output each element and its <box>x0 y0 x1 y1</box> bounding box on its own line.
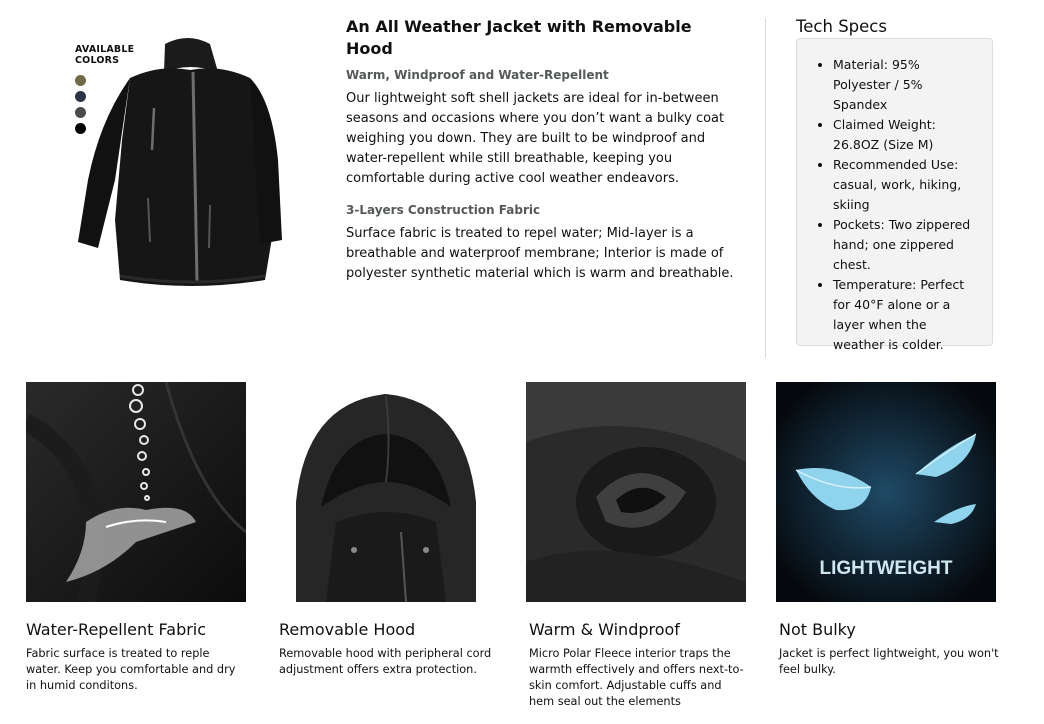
spec-item: • Claimed Weight: 26.8OZ (Size M) <box>833 115 980 155</box>
section-body: Surface fabric is treated to repel water; Mid-layer is a breathable and waterproof membrane; Interior is made of polyester synthetic material which is warm and breathable. <box>346 226 734 281</box>
spec-item: • Pockets: Two zippered hand; one zippered chest. <box>833 215 980 275</box>
tech-specs-title: Tech Specs <box>796 17 887 36</box>
product-description <box>346 16 741 297</box>
feathers-image <box>776 382 996 602</box>
lightweight-caption: LIGHTWEIGHT <box>819 558 953 579</box>
feature-title: Removable Hood <box>279 620 416 639</box>
color-swatch-olive[interactable] <box>75 75 86 86</box>
color-swatch-navy[interactable] <box>75 91 86 102</box>
feature-text: Fabric surface is treated to reple water. Keep you comfortable and dry in humid conditons. <box>26 647 236 692</box>
section-heading: 3-Layers Construction Fabric <box>346 203 541 217</box>
water-drops-fabric-image <box>26 382 246 602</box>
feature-text: Removable hood with peripheral cord adjustment offers extra protection. <box>279 647 492 676</box>
feature-text: Micro Polar Fleece interior traps the warmth effectively and offers next-to-skin comfort. Adjustable cuffs and hem seal out the elements <box>529 647 744 708</box>
feature-text: Jacket is perfect lightweight, you won't feel bulky. <box>779 647 999 676</box>
column-divider <box>765 18 766 358</box>
description-title: An All Weather Jacket with Removable Hood <box>346 17 692 58</box>
section-heading: Warm, Windproof and Water-Repellent <box>346 68 609 82</box>
tech-specs-box <box>796 38 993 352</box>
section-body: Our lightweight soft shell jackets are ideal for in-between seasons and occasions where you don’t want a bulky coat weighing you down. They are built to be windproof and water-repellent while still breathable, keeping you comfortable during active cool weather endeavors. <box>346 91 725 186</box>
feature-title: Warm & Windproof <box>529 620 680 639</box>
tech-specs-list <box>797 39 992 355</box>
available-colors-label: AVAILABLE COLORS <box>75 44 135 66</box>
color-swatches <box>75 75 86 139</box>
jacket-product-image <box>60 30 300 300</box>
feature-title: Water-Repellent Fabric <box>26 620 207 639</box>
feature-title: Not Bulky <box>779 620 856 639</box>
color-swatch-gray[interactable] <box>75 107 86 118</box>
spec-item: • Temperature: Perfect for 40°F alone or a layer when the weather is colder. <box>833 275 980 355</box>
hood-image <box>276 382 496 602</box>
spec-item: • Recommended Use: casual, work, hiking, skiing <box>833 155 980 215</box>
fleece-image <box>526 382 746 602</box>
spec-item: • Material: 95% Polyester / 5% Spandex <box>833 55 980 115</box>
color-swatch-black[interactable] <box>75 123 86 134</box>
